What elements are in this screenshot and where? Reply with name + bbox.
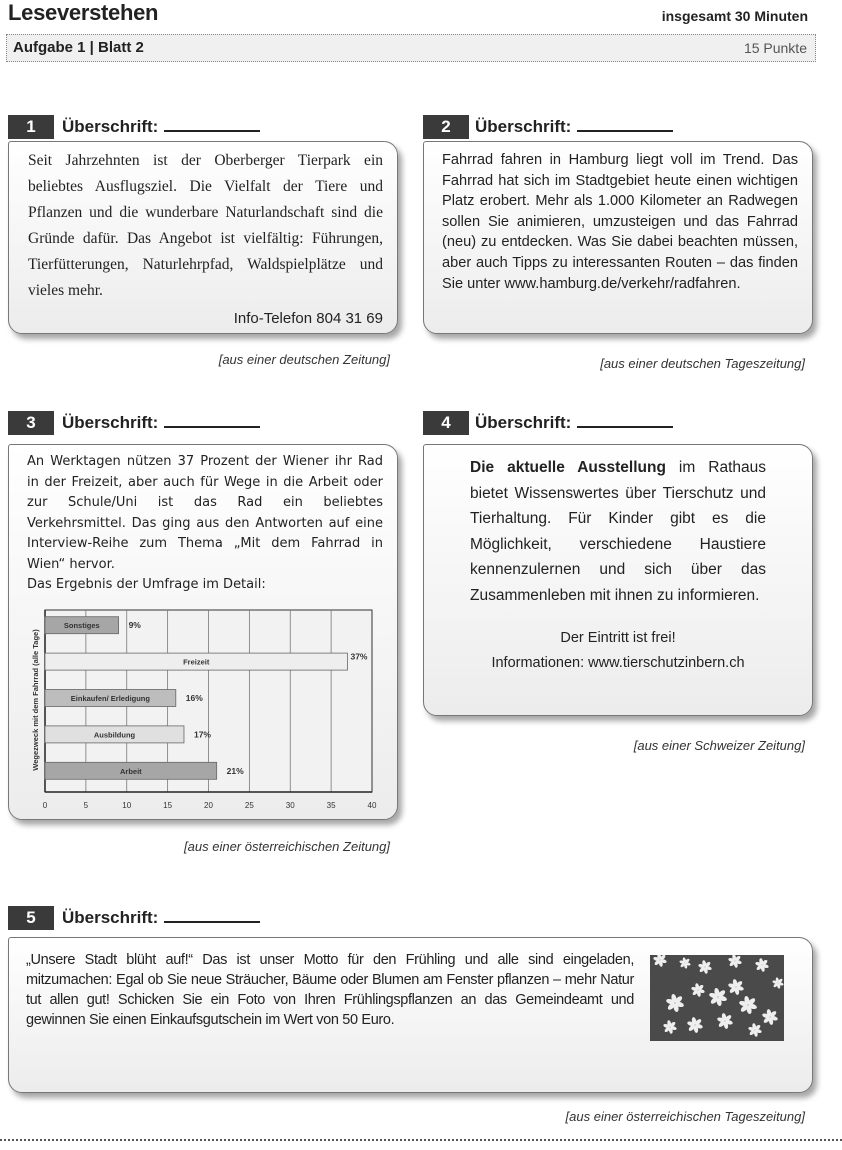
section-number-badge: 2 bbox=[423, 115, 469, 139]
bar-category-label: Ausbildung bbox=[93, 730, 136, 740]
bar-category-label: Freizeit bbox=[183, 657, 210, 667]
flowers-photo bbox=[650, 955, 784, 1041]
article-box bbox=[8, 141, 398, 334]
bar-category-label: Sonstiges bbox=[63, 621, 100, 631]
admission-info bbox=[440, 626, 796, 676]
page-title: Leseverstehen bbox=[8, 0, 159, 25]
source-note: [aus einer Schweizer Zeitung] bbox=[633, 738, 805, 753]
article-box bbox=[423, 444, 813, 716]
article-text-bold: Die aktuelle Ausstellung bbox=[470, 459, 666, 476]
source-note: [aus einer österreichischen Tageszeitung] bbox=[565, 1109, 805, 1124]
points-label: 15 Punkte bbox=[743, 40, 807, 56]
bar-value-label: 37% bbox=[350, 651, 368, 662]
bar-value-label: 16% bbox=[185, 693, 203, 703]
article-box bbox=[423, 141, 813, 334]
heading-blank-line[interactable] bbox=[164, 412, 260, 428]
chart-ylabel: Wegezweck mit dem Fahrrad (alle Tage) bbox=[31, 629, 40, 771]
bar-value-label: 9% bbox=[128, 620, 141, 631]
bar-value-label: 17% bbox=[193, 729, 211, 740]
heading-label: Überschrift: bbox=[475, 413, 572, 432]
bar-category-label: Einkaufen/ Erledigung bbox=[70, 694, 150, 703]
article-text: Seit Jahrzehnten ist der Oberberger Tierpark ein beliebtes Ausflugsziel. Die Vielfalt der Tiere und Pflanzen und die wunderbare Naturlandschaft sind die Gründe dafür. Das Angebot ist vielfältig: Führungen, Tierfütterungen, Naturlehrpfad, Waldspielplätze und vieles mehr. bbox=[28, 152, 383, 299]
article-text-wrap bbox=[26, 950, 634, 1030]
section-heading bbox=[475, 116, 673, 137]
total-time: insgesamt 30 Minuten bbox=[661, 8, 808, 24]
section-number-badge: 5 bbox=[8, 906, 54, 930]
bar-chart bbox=[8, 600, 393, 820]
section-heading bbox=[62, 412, 260, 433]
section-heading bbox=[62, 116, 260, 137]
page-divider bbox=[0, 1139, 842, 1141]
x-tick-label: 15 bbox=[163, 801, 173, 810]
heading-label: Überschrift: bbox=[62, 117, 159, 136]
heading-label: Überschrift: bbox=[62, 413, 159, 432]
section-number-badge: 1 bbox=[8, 115, 54, 139]
heading-blank-line[interactable] bbox=[164, 116, 260, 132]
section-heading bbox=[475, 412, 673, 433]
article-text: Fahrrad fahren in Hamburg liegt voll im Trend. Das Fahrrad hat sich im Stadtgebiet heute einen wichtigen Platz erobert. Mehr als 1.000 Kilometer an Radwegen sollen Sie animieren, umzusteigen und das Fahrrad (neu) zu entdecken. Was Sie dabei beachten müssen, aber auch Tipps zu interessanten Routen – das finden Sie unter www.hamburg.de/verkehr/radfahren. bbox=[442, 152, 798, 292]
article-text: An Werktagen nützen 37 Prozent der Wiener ihr Rad in der Freizeit, aber auch für Wege in die Arbeit oder zur Schule/Uni ist das Rad ein beliebtes Verkehrsmittel. Das ging aus den Antworten auf eine Interview-Reihe zum Thema „Mit dem Fahrrad in Wien“ hervor. bbox=[27, 454, 383, 572]
x-tick-label: 40 bbox=[367, 801, 377, 810]
heading-label: Überschrift: bbox=[62, 908, 159, 927]
heading-blank-line[interactable] bbox=[577, 116, 673, 132]
heading-label: Überschrift: bbox=[475, 117, 572, 136]
article-text-body: im Rathaus bietet Wissenswertes über Tierschutz und Tierhaltung. Für Kinder gibt es die Möglichkeit, verschiedene Haustiere kennenzulernen und sich über das Zusammenleben mit ihnen zu informieren. bbox=[470, 459, 766, 604]
section-number-badge: 4 bbox=[423, 411, 469, 435]
article-text-summary: Das Ergebnis der Umfrage im Detail: bbox=[27, 577, 266, 592]
article-text: „Unsere Stadt blüht auf!“ Das ist unser Motto für den Frühling und alle sind eingeladen, mitzumachen: Egal ob Sie neue Sträucher, Bäume oder Blumen am Fenster pflanzen – mehr Natur tut allen gut! Schicken Sie ein Foto von Ihren Frühlingspflanzen an das Gemeindeamt und gewinnen Sie einen Einkaufsgutschein im Wert von 50 Euro. bbox=[26, 952, 634, 1028]
heading-blank-line[interactable] bbox=[577, 412, 673, 428]
section-heading bbox=[62, 907, 260, 928]
article-box bbox=[8, 937, 813, 1093]
admission-text: Der Eintritt ist frei! bbox=[560, 630, 676, 646]
source-note: [aus einer österreichischen Zeitung] bbox=[184, 839, 390, 854]
info-website: Informationen: www.tierschutzinbern.ch bbox=[491, 655, 745, 671]
section-number-badge: 3 bbox=[8, 411, 54, 435]
bar-category-label: Arbeit bbox=[120, 766, 142, 776]
task-label: Aufgabe 1 | Blatt 2 bbox=[13, 39, 144, 56]
x-tick-label: 10 bbox=[122, 801, 132, 810]
x-tick-label: 0 bbox=[42, 801, 48, 810]
heading-blank-line[interactable] bbox=[164, 907, 260, 923]
task-band bbox=[6, 34, 816, 62]
x-tick-label: 30 bbox=[285, 801, 295, 810]
article-text bbox=[470, 455, 766, 608]
chart-ticks bbox=[43, 801, 377, 810]
x-tick-label: 20 bbox=[204, 801, 213, 810]
bar-value-label: 21% bbox=[226, 765, 244, 776]
x-tick-label: 35 bbox=[326, 801, 336, 810]
x-tick-label: 5 bbox=[83, 801, 89, 810]
source-note: [aus einer deutschen Tageszeitung] bbox=[600, 356, 805, 371]
info-phone: Info-Telefon 804 31 69 bbox=[233, 310, 383, 327]
source-note: [aus einer deutschen Zeitung] bbox=[218, 352, 390, 367]
x-tick-label: 25 bbox=[244, 801, 254, 810]
